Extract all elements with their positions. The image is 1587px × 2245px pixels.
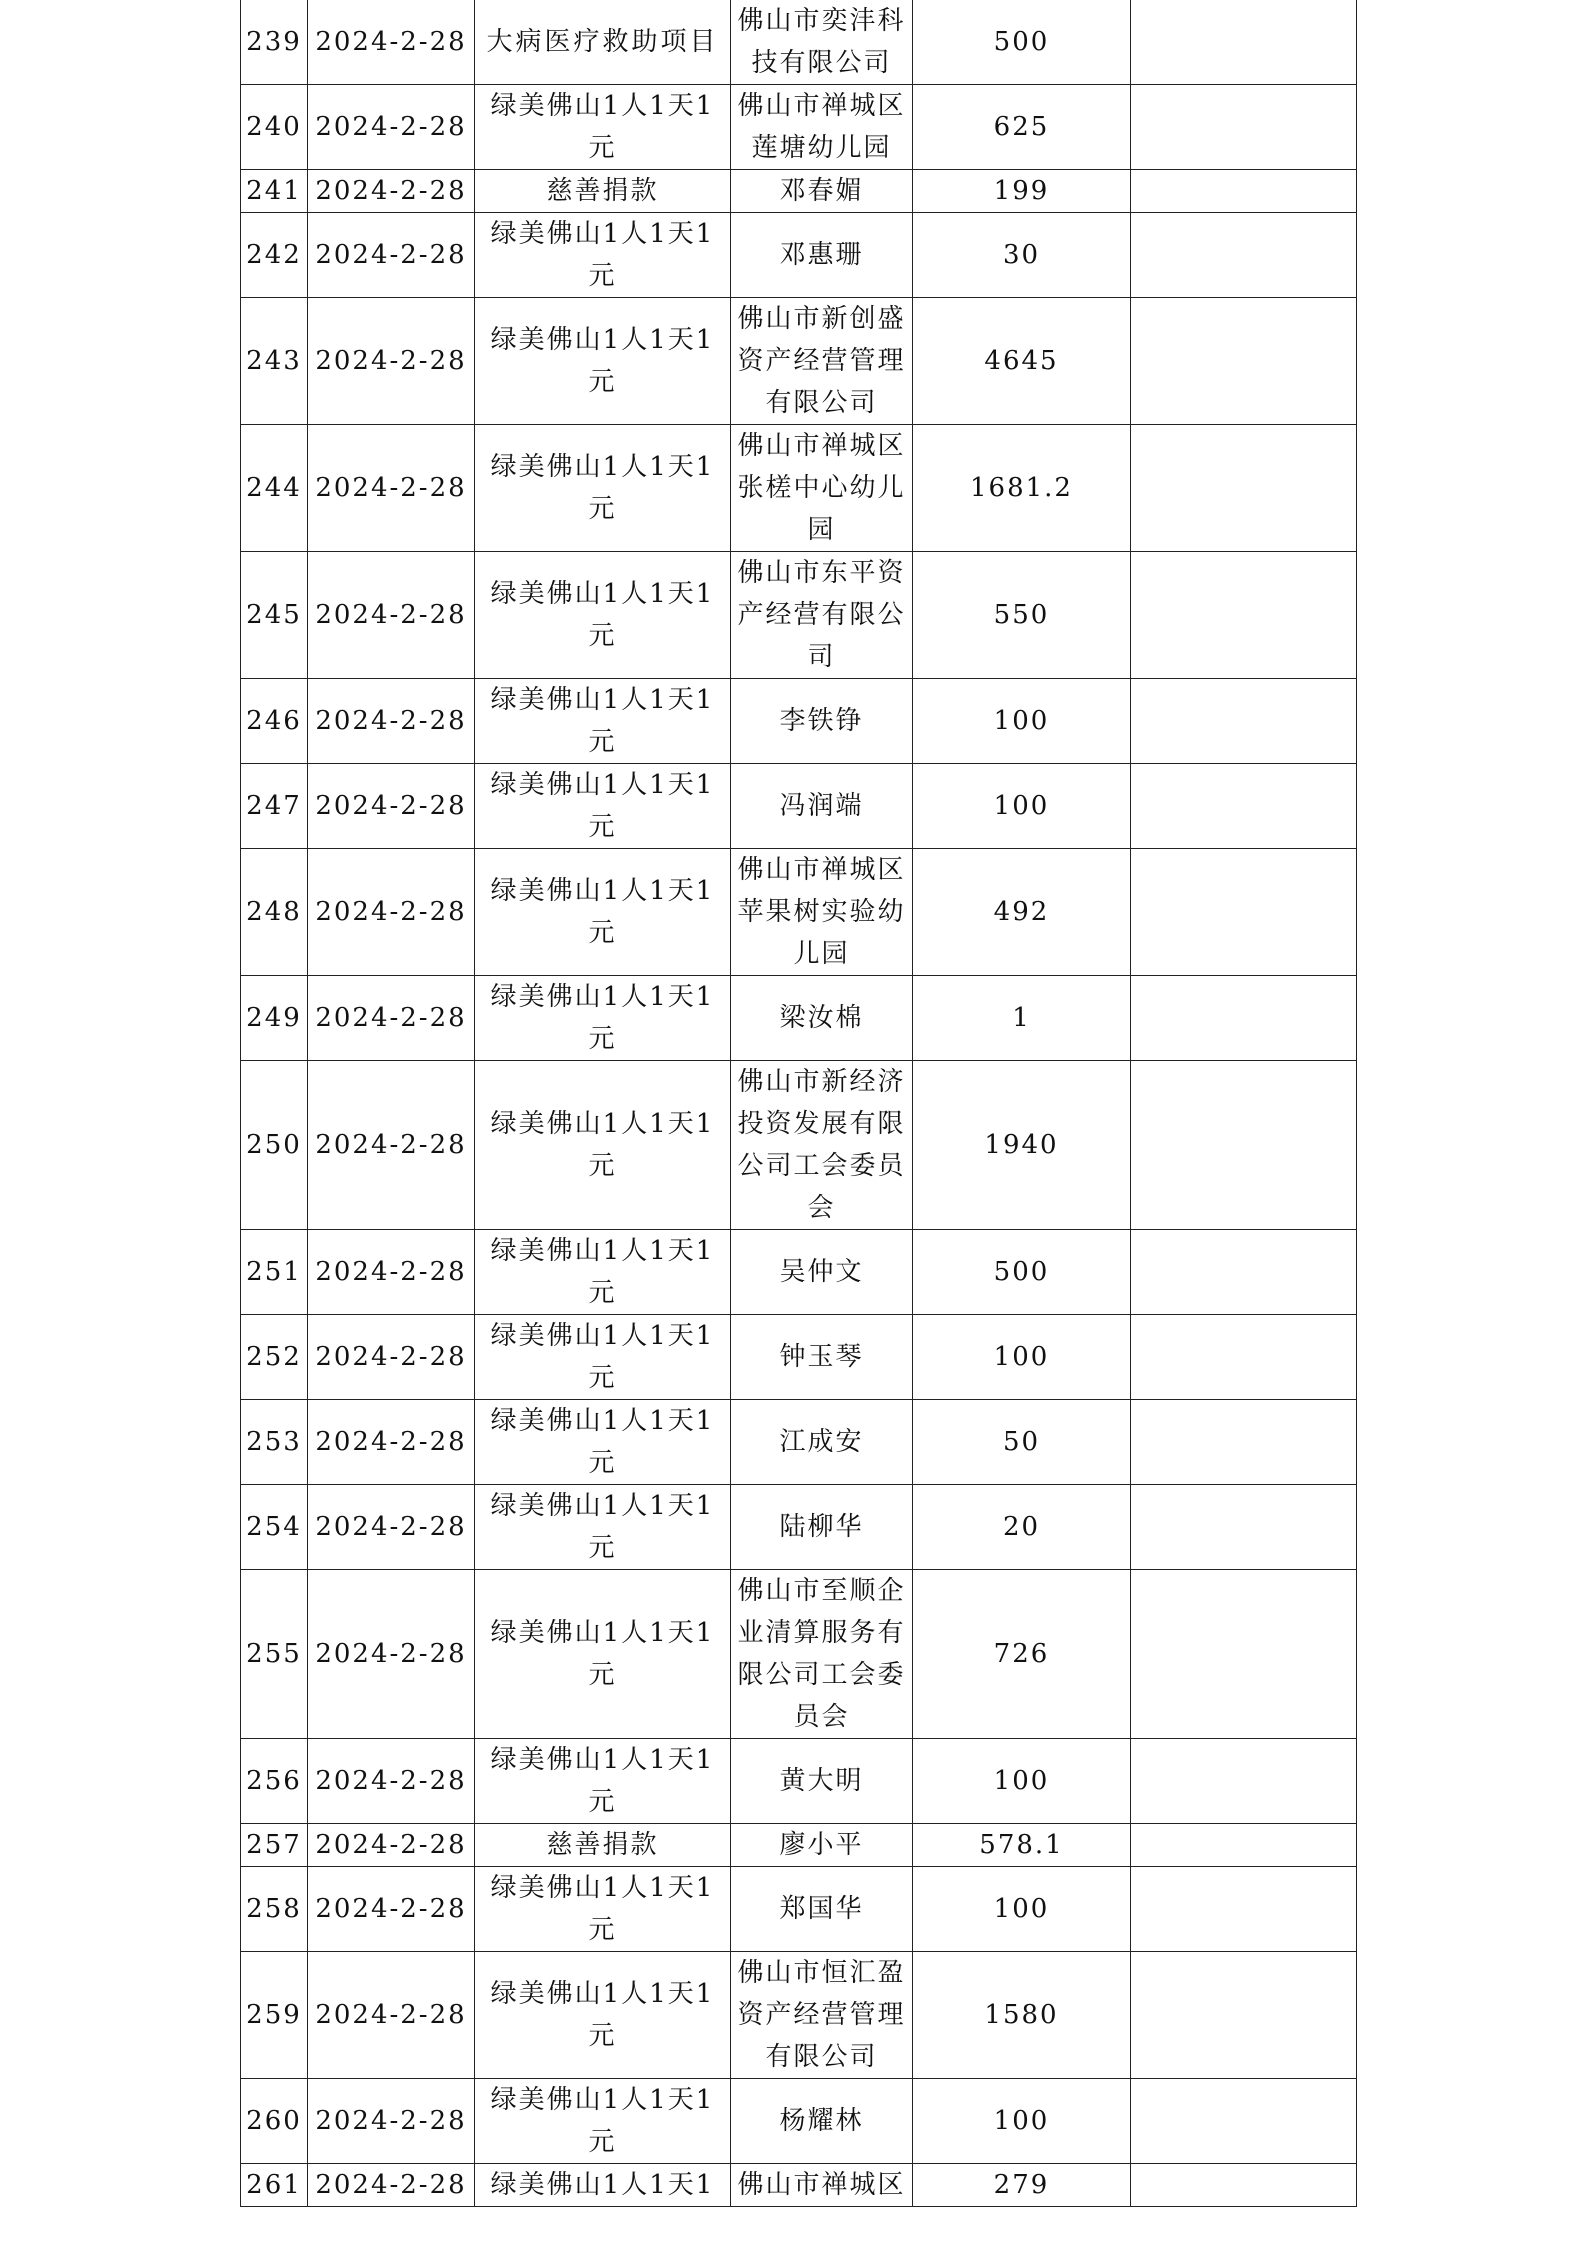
row-number-cell: 248 [241,849,308,976]
remark-cell [1131,170,1357,213]
remark-cell [1131,679,1357,764]
donation-amount-cell: 1681.2 [913,425,1131,552]
table-row [241,1230,1357,1315]
donation-amount-cell: 625 [913,85,1131,170]
row-number-cell: 258 [241,1867,308,1952]
donation-amount-cell: 1 [913,976,1131,1061]
row-number-cell: 252 [241,1315,308,1400]
donation-date-cell: 2024-2-28 [308,213,475,298]
table-row [241,1485,1357,1570]
donor-name-cell: 廖小平 [731,1824,913,1867]
donation-amount-cell: 726 [913,1570,1131,1739]
row-number-cell: 251 [241,1230,308,1315]
remark-cell [1131,1230,1357,1315]
donation-date-cell: 2024-2-28 [308,552,475,679]
donor-name-cell: 陆柳华 [731,1485,913,1570]
donation-amount-cell: 20 [913,1485,1131,1570]
row-number-cell: 259 [241,1952,308,2079]
remark-cell [1131,2164,1357,2207]
donor-name-cell: 冯润端 [731,764,913,849]
donor-name-cell: 佛山市新经济投资发展有限公司工会委员会 [731,1061,913,1230]
table-row [241,1400,1357,1485]
remark-cell [1131,552,1357,679]
project-name-cell: 绿美佛山1人1天1元 [475,1315,731,1400]
remark-cell [1131,1400,1357,1485]
donation-date-cell: 2024-2-28 [308,298,475,425]
donation-amount-cell: 578.1 [913,1824,1131,1867]
donation-date-cell: 2024-2-28 [308,2164,475,2207]
row-number-cell: 247 [241,764,308,849]
donor-name-cell: 佛山市东平资产经营有限公司 [731,552,913,679]
donation-amount-cell: 500 [913,1230,1131,1315]
donation-amount-cell: 199 [913,170,1131,213]
donation-date-cell: 2024-2-28 [308,0,475,85]
row-number-cell: 256 [241,1739,308,1824]
donor-name-cell: 李铁铮 [731,679,913,764]
remark-cell [1131,1867,1357,1952]
row-number-cell: 257 [241,1824,308,1867]
donation-amount-cell: 100 [913,1315,1131,1400]
donor-name-cell: 钟玉琴 [731,1315,913,1400]
donation-date-cell: 2024-2-28 [308,1867,475,1952]
row-number-cell: 250 [241,1061,308,1230]
donation-date-cell: 2024-2-28 [308,1315,475,1400]
donation-date-cell: 2024-2-28 [308,2079,475,2164]
donor-name-cell: 佛山市奕沣科技有限公司 [731,0,913,85]
project-name-cell: 绿美佛山1人1天1元 [475,849,731,976]
donation-amount-cell: 550 [913,552,1131,679]
donor-name-cell: 郑国华 [731,1867,913,1952]
remark-cell [1131,1739,1357,1824]
project-name-cell: 绿美佛山1人1天1元 [475,552,731,679]
table-row [241,976,1357,1061]
donation-date-cell: 2024-2-28 [308,1485,475,1570]
project-name-cell: 绿美佛山1人1天1元 [475,298,731,425]
donation-date-cell: 2024-2-28 [308,170,475,213]
donation-date-cell: 2024-2-28 [308,764,475,849]
row-number-cell: 246 [241,679,308,764]
remark-cell [1131,0,1357,85]
project-name-cell: 绿美佛山1人1天1元 [475,1570,731,1739]
project-name-cell: 绿美佛山1人1天1元 [475,1485,731,1570]
donation-date-cell: 2024-2-28 [308,849,475,976]
table-row [241,425,1357,552]
row-number-cell: 254 [241,1485,308,1570]
remark-cell [1131,1570,1357,1739]
table-row [241,1952,1357,2079]
table-row [241,170,1357,213]
donor-name-cell: 佛山市禅城区莲塘幼儿园 [731,85,913,170]
remark-cell [1131,764,1357,849]
donor-name-cell: 佛山市禅城区苹果树实验幼儿园 [731,849,913,976]
row-number-cell: 244 [241,425,308,552]
row-number-cell: 249 [241,976,308,1061]
donor-name-cell: 邓惠珊 [731,213,913,298]
remark-cell [1131,849,1357,976]
row-number-cell: 240 [241,85,308,170]
remark-cell [1131,298,1357,425]
donor-name-cell: 黄大明 [731,1739,913,1824]
table-row [241,2079,1357,2164]
donation-amount-cell: 500 [913,0,1131,85]
donor-name-cell: 佛山市禅城区张槎中心幼儿园 [731,425,913,552]
donor-name-cell: 梁汝棉 [731,976,913,1061]
donation-amount-cell: 30 [913,213,1131,298]
donation-date-cell: 2024-2-28 [308,1230,475,1315]
table-row [241,1061,1357,1230]
row-number-cell: 242 [241,213,308,298]
donation-table [240,0,1357,2207]
row-number-cell: 253 [241,1400,308,1485]
donation-amount-cell: 100 [913,1739,1131,1824]
row-number-cell: 239 [241,0,308,85]
donation-date-cell: 2024-2-28 [308,1570,475,1739]
project-name-cell: 绿美佛山1人1天1元 [475,1867,731,1952]
remark-cell [1131,1315,1357,1400]
row-number-cell: 260 [241,2079,308,2164]
donation-date-cell: 2024-2-28 [308,1952,475,2079]
donor-name-cell: 佛山市至顺企业清算服务有限公司工会委员会 [731,1570,913,1739]
donation-amount-cell: 100 [913,1867,1131,1952]
row-number-cell: 241 [241,170,308,213]
row-number-cell: 245 [241,552,308,679]
project-name-cell: 绿美佛山1人1天1元 [475,1230,731,1315]
project-name-cell: 绿美佛山1人1天1元 [475,764,731,849]
donation-amount-cell: 100 [913,679,1131,764]
project-name-cell: 绿美佛山1人1天1 [475,2164,731,2207]
project-name-cell: 绿美佛山1人1天1元 [475,976,731,1061]
donor-name-cell: 佛山市禅城区 [731,2164,913,2207]
row-number-cell: 261 [241,2164,308,2207]
project-name-cell: 绿美佛山1人1天1元 [475,425,731,552]
table-row [241,1824,1357,1867]
remark-cell [1131,85,1357,170]
table-row [241,849,1357,976]
donor-name-cell: 邓春媚 [731,170,913,213]
row-number-cell: 243 [241,298,308,425]
donation-date-cell: 2024-2-28 [308,425,475,552]
remark-cell [1131,425,1357,552]
project-name-cell: 大病医疗救助项目 [475,0,731,85]
donation-amount-cell: 1580 [913,1952,1131,2079]
project-name-cell: 慈善捐款 [475,1824,731,1867]
remark-cell [1131,976,1357,1061]
donation-amount-cell: 279 [913,2164,1131,2207]
table-row [241,1867,1357,1952]
project-name-cell: 绿美佛山1人1天1元 [475,2079,731,2164]
table-row [241,1315,1357,1400]
donation-date-cell: 2024-2-28 [308,1400,475,1485]
project-name-cell: 绿美佛山1人1天1元 [475,1061,731,1230]
donor-name-cell: 杨耀林 [731,2079,913,2164]
table-row [241,1570,1357,1739]
donation-table-body [241,0,1357,2207]
table-row [241,85,1357,170]
donation-amount-cell: 100 [913,2079,1131,2164]
project-name-cell: 绿美佛山1人1天1元 [475,1400,731,1485]
donation-date-cell: 2024-2-28 [308,679,475,764]
donation-amount-cell: 50 [913,1400,1131,1485]
donation-amount-cell: 100 [913,764,1131,849]
remark-cell [1131,213,1357,298]
row-number-cell: 255 [241,1570,308,1739]
remark-cell [1131,1952,1357,2079]
table-row [241,679,1357,764]
table-row [241,1739,1357,1824]
project-name-cell: 绿美佛山1人1天1元 [475,1739,731,1824]
project-name-cell: 绿美佛山1人1天1元 [475,213,731,298]
remark-cell [1131,1061,1357,1230]
donation-date-cell: 2024-2-28 [308,85,475,170]
table-row [241,764,1357,849]
donation-amount-cell: 492 [913,849,1131,976]
donor-name-cell: 佛山市恒汇盈资产经营管理有限公司 [731,1952,913,2079]
table-row [241,213,1357,298]
donation-amount-cell: 4645 [913,298,1131,425]
table-row [241,298,1357,425]
donation-date-cell: 2024-2-28 [308,1824,475,1867]
project-name-cell: 绿美佛山1人1天1元 [475,85,731,170]
table-row [241,552,1357,679]
project-name-cell: 绿美佛山1人1天1元 [475,1952,731,2079]
remark-cell [1131,2079,1357,2164]
remark-cell [1131,1824,1357,1867]
project-name-cell: 慈善捐款 [475,170,731,213]
donor-name-cell: 江成安 [731,1400,913,1485]
donor-name-cell: 佛山市新创盛资产经营管理有限公司 [731,298,913,425]
table-row [241,0,1357,85]
donor-name-cell: 吴仲文 [731,1230,913,1315]
donation-date-cell: 2024-2-28 [308,1739,475,1824]
donation-date-cell: 2024-2-28 [308,976,475,1061]
remark-cell [1131,1485,1357,1570]
project-name-cell: 绿美佛山1人1天1元 [475,679,731,764]
donation-date-cell: 2024-2-28 [308,1061,475,1230]
table-row [241,2164,1357,2207]
donation-amount-cell: 1940 [913,1061,1131,1230]
donation-table-page [240,0,1356,2207]
